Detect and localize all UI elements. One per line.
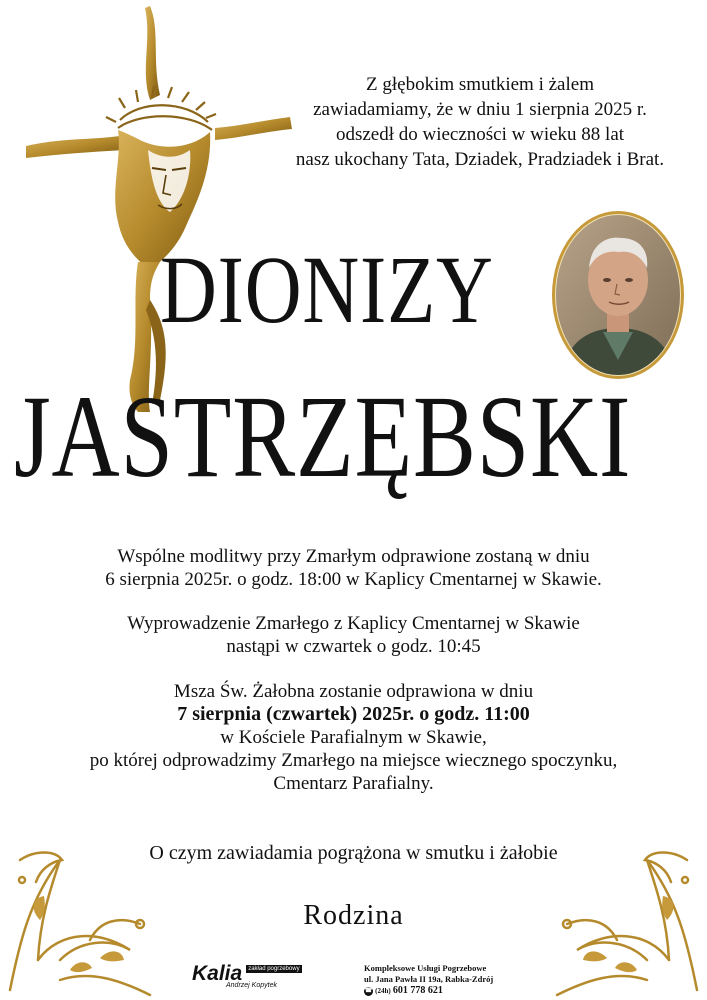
crucifix-icon [0,0,300,420]
prayers-line: 6 sierpnia 2025r. o godz. 18:00 w Kaplicy Cmentarnej w Skawie. [105,569,602,590]
portrait-photo [551,210,685,380]
procession-text [0,612,707,658]
intro-line: nasz ukochany Tata, Dziadek, Pradziadek i Brat. [295,149,665,170]
intro-line: Z głębokim smutkiem i żalem [366,74,594,95]
funeral-home-info [364,963,493,997]
mass-line: Msza Św. Żałobna zostanie odprawiona w dniu [173,681,534,702]
phone-icon: ☎ [364,987,373,994]
intro-line: odszedł do wieczności w wieku 88 lat [335,124,625,145]
deceased-last-name: JASTRZĘBSKI [14,371,632,502]
mass-line: w Kościele Parafialnym w Skawie, [220,727,487,748]
procession-line: nastąpi w czwartek o godz. 10:45 [226,636,481,657]
mass-date: 7 sierpnia (czwartek) 2025r. o godz. 11:00 [177,703,530,725]
logo-text: Kalia [192,962,243,985]
intro-line: zawiadamiamy, że w dniu 1 sierpnia 2025 r. [313,99,647,120]
mass-text [0,680,707,795]
logo-tag: zakład pogrzebowy [248,966,300,972]
closing-text: O czym zawiadamia pogrążona w smutku i żałobie [149,842,558,864]
prayers-text [0,545,707,591]
logo-owner: Andrzej Kopytek [226,982,277,989]
footer-phone-row [364,985,493,997]
prayers-line: Wspólne modlitwy przy Zmarłym odprawione zostaną w dniu [117,546,590,567]
funeral-home-logo [192,962,302,989]
mass-line: Cmentarz Parafialny. [273,773,434,794]
intro-text [275,72,685,172]
procession-line: Wyprowadzenie Zmarłego z Kaplicy Cmentarnej w Skawie [127,613,580,634]
floral-ornament-icon [547,820,707,1000]
footer-phone-prefix: (24h) [375,987,391,995]
footer-service: Kompleksowe Usługi Pogrzebowe [364,963,487,973]
footer-address: ul. Jana Pawła II 19a, Rabka-Zdrój [364,974,494,984]
deceased-first-name: DIONIZY [160,236,494,343]
floral-ornament-icon [0,820,160,1000]
footer-phone: 601 778 621 [392,985,443,996]
family-signature: Rodzina [303,900,404,931]
mass-line: po której odprowadzimy Zmarłego na miejsce wiecznego spoczynku, [89,750,618,771]
